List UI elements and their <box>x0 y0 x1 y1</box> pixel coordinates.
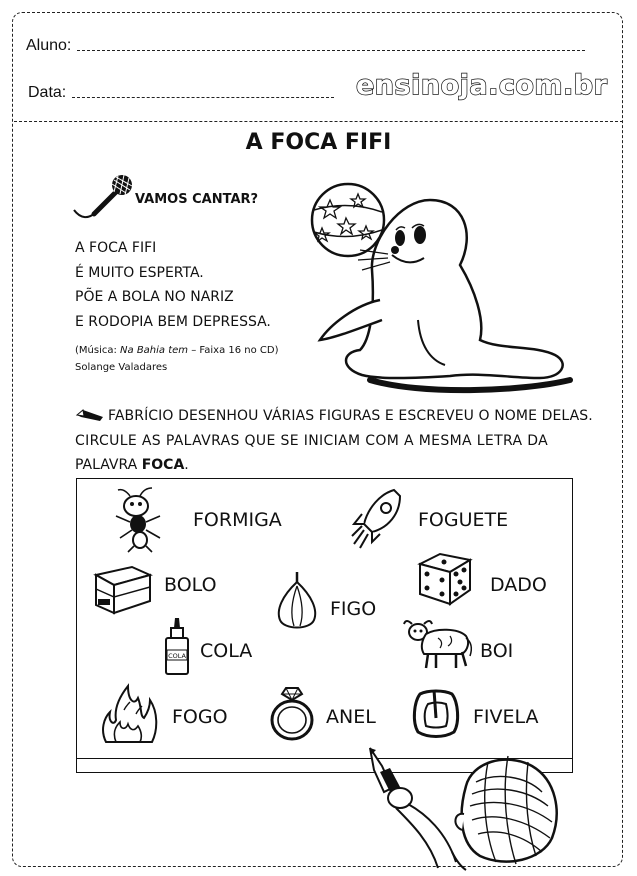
lyric-line: PÕE A BOLA NO NARIZ <box>75 289 234 305</box>
student-name-line[interactable] <box>77 50 585 51</box>
word-boi[interactable]: BOI <box>480 640 514 662</box>
fig-icon <box>272 570 322 634</box>
date-field[interactable] <box>28 84 334 102</box>
glue-icon <box>162 616 192 676</box>
word-fivela[interactable]: FIVELA <box>473 706 539 728</box>
ring-icon <box>268 684 316 742</box>
credit-prefix: (Música: <box>75 345 121 356</box>
date-label: Data: <box>28 84 67 101</box>
dice-icon <box>416 550 474 608</box>
cake-icon <box>92 565 154 615</box>
word-formiga[interactable]: FORMIGA <box>193 509 282 531</box>
boy-drawing-illustration <box>356 742 566 870</box>
lyric-line: É MUITO ESPERTA. <box>75 264 204 281</box>
word-dado[interactable]: DADO <box>490 574 547 596</box>
song-credit <box>75 342 279 376</box>
page-title: A FOCA FIFI <box>245 130 392 155</box>
student-label: Aluno: <box>26 37 72 54</box>
word-anel[interactable]: ANEL <box>326 706 376 728</box>
instruction-line-2: CIRCULE AS PALAVRAS QUE SE INICIAM COM A MESMA LETRA DA <box>75 432 549 449</box>
glue-label: COLA <box>168 652 186 660</box>
student-field[interactable] <box>26 37 585 55</box>
instruction-line-1: FABRÍCIO DESENHOU VÁRIAS FIGURAS E ESCREVEU O NOME DELAS. <box>108 408 593 424</box>
word-fogo[interactable]: FOGO <box>172 706 228 728</box>
header-divider <box>14 121 623 122</box>
instruction-keyword: FOCA <box>141 457 185 473</box>
song-lyrics <box>75 236 271 334</box>
ox-icon <box>402 616 474 672</box>
seal-with-ball-illustration <box>300 180 580 395</box>
word-foguete[interactable]: FOGUETE <box>418 509 509 531</box>
word-cola[interactable]: COLA <box>200 640 253 662</box>
date-line[interactable] <box>72 97 334 98</box>
word-figo[interactable]: FIGO <box>330 598 377 620</box>
fire-icon <box>98 680 160 746</box>
instruction-line-3-suffix: . <box>184 457 189 473</box>
instruction-text <box>75 404 605 478</box>
brand-logo: ensinoja.com.br <box>356 70 608 101</box>
lyric-line: A FOCA FIFI <box>75 240 157 256</box>
word-bolo[interactable]: BOLO <box>164 574 217 596</box>
rocket-icon <box>350 486 404 550</box>
pencil-icon <box>75 408 105 422</box>
ant-icon <box>110 486 170 554</box>
credit-suffix: – Faixa 16 no CD) <box>188 345 279 356</box>
credit-song: Na Bahia tem <box>120 345 189 356</box>
sing-label: VAMOS CANTAR? <box>135 192 259 207</box>
lyric-line: E RODOPIA BEM DEPRESSA. <box>75 313 271 330</box>
buckle-icon <box>410 688 462 740</box>
song-author: Solange Valadares <box>75 362 168 373</box>
instruction-line-3-prefix: PALAVRA <box>75 457 142 473</box>
microphone-icon <box>72 172 142 224</box>
